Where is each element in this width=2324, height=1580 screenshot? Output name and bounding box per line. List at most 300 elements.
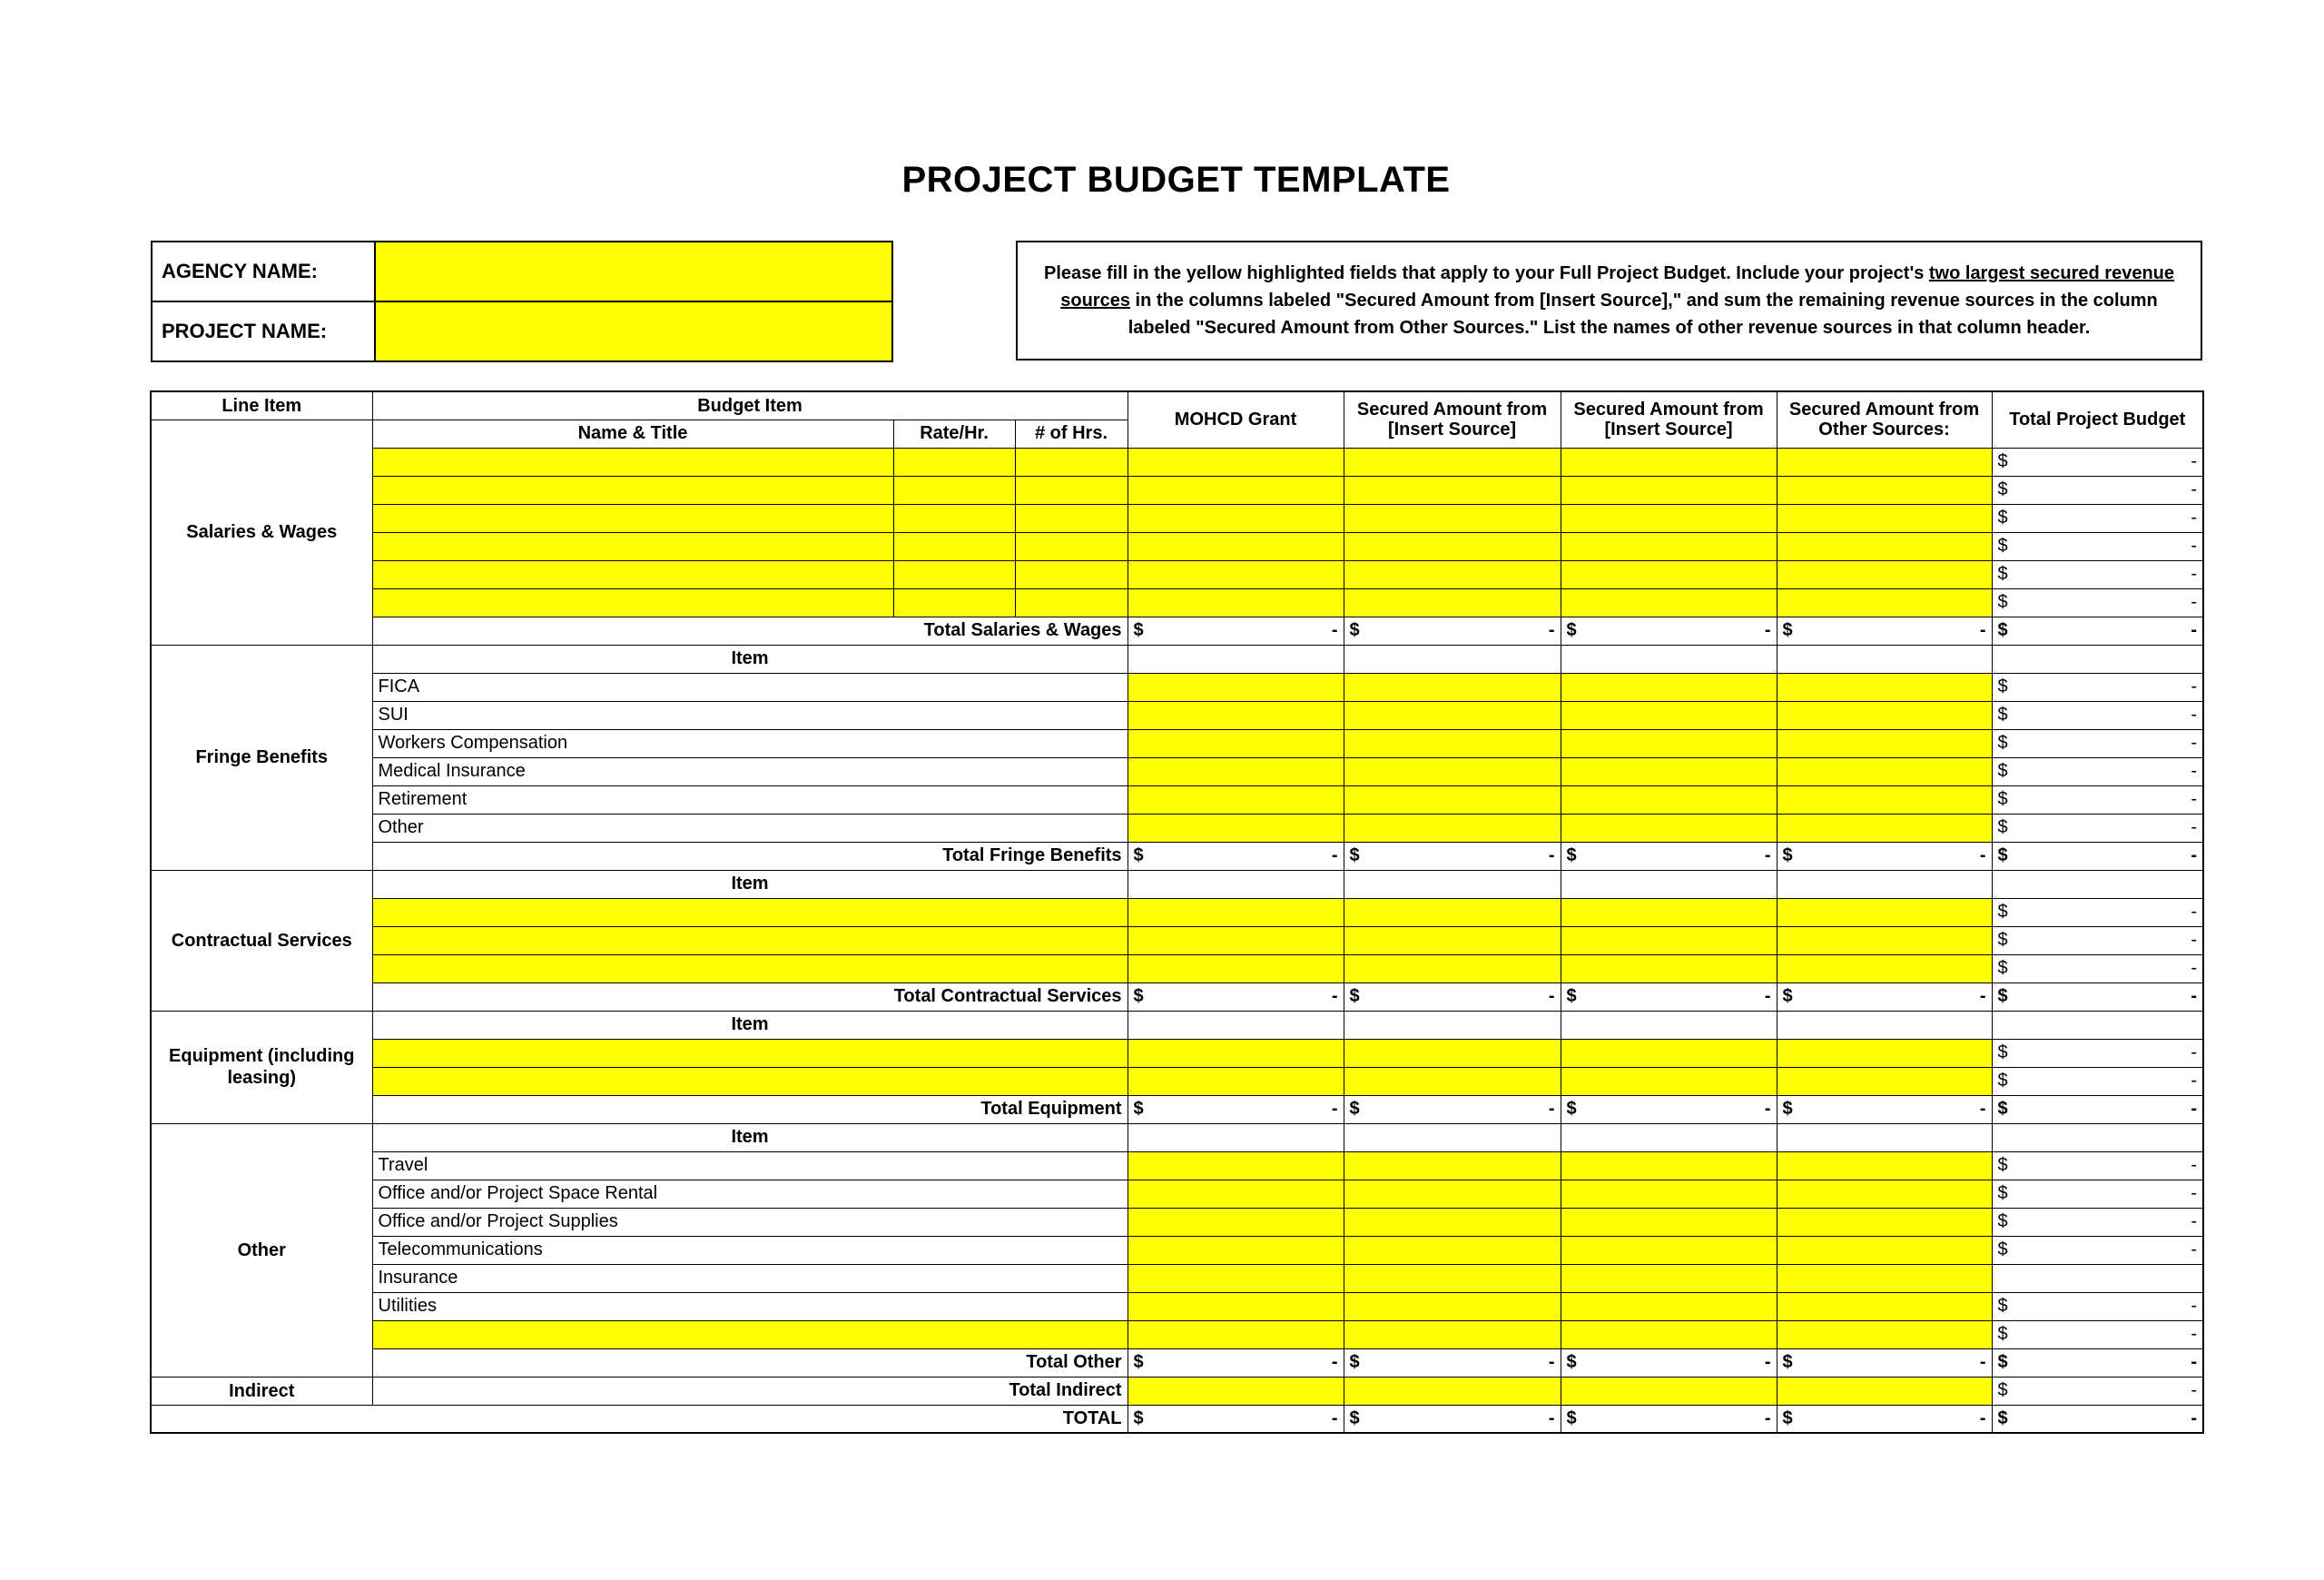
secured-amount-2-input[interactable] [1561,560,1777,588]
amount-value: - [2191,1407,2198,1428]
total-project-budget-value [1992,1180,2203,1208]
amount-value: - [1548,1099,1555,1119]
secured-amount-1-input[interactable] [1344,1264,1561,1292]
salaries-row [151,560,2203,588]
currency-symbol: $ [1997,1296,2008,1316]
secured-amount-1-input[interactable] [1344,729,1561,757]
secured-amount-2-input[interactable] [1561,588,1777,617]
amount [1998,789,2198,810]
secured-amount-1-input[interactable] [1344,1039,1561,1067]
secured-amount-2-input[interactable] [1561,532,1777,560]
amount-value: - [2191,1183,2198,1203]
amount [1783,1099,1986,1120]
secured-amount-2-input[interactable] [1561,785,1777,814]
item-row [151,898,2203,926]
amount-value: - [1764,1407,1771,1428]
total-project-budget-value [1992,757,2203,785]
amount-value: - [2191,1071,2198,1091]
rate-input[interactable] [893,448,1015,476]
secured-amount-1-total [1344,1095,1561,1123]
amount-value: - [2191,789,2198,809]
col-header-num-hrs: # of Hrs. [1015,420,1128,448]
other-sources-input[interactable] [1777,1180,1992,1208]
amount-value: - [1331,1407,1338,1428]
other-sources-input[interactable] [1777,504,1992,532]
total-project-budget-total [1992,1348,2203,1377]
currency-symbol: $ [1566,1407,1577,1428]
amount-value: - [1764,1099,1771,1119]
currency-symbol: $ [1782,1099,1793,1119]
secured-amount-2-input[interactable] [1561,1320,1777,1348]
mohcd-grant-input[interactable] [1128,560,1344,588]
secured-amount-2-blank [1561,870,1777,898]
other-sources-input[interactable] [1777,1377,1992,1405]
other-sources-input[interactable] [1777,1236,1992,1264]
secured-amount-2-input[interactable] [1561,504,1777,532]
secured-amount-1-input[interactable] [1344,476,1561,504]
item-label[interactable] [372,926,1128,954]
mohcd-grant-blank [1128,645,1344,673]
currency-symbol: $ [1349,1099,1360,1119]
item-row [151,1208,2203,1236]
amount-value: - [1548,620,1555,640]
total-project-budget-total [1992,983,2203,1011]
secured-amount-2-input[interactable] [1561,448,1777,476]
secured-amount-2-input[interactable] [1561,1039,1777,1067]
amount [1998,592,2198,613]
mohcd-grant-total [1128,842,1344,870]
item-label: Retirement [372,785,1128,814]
mohcd-grant-total [1128,1348,1344,1377]
total-project-budget-value [1992,673,2203,701]
total-row-label: Total Salaries & Wages [372,617,1128,645]
amount-value: - [2191,733,2198,753]
currency-symbol: $ [1997,451,2008,471]
name-title-input[interactable] [372,448,893,476]
other-sources-input[interactable] [1777,560,1992,588]
other-sources-input[interactable] [1777,1264,1992,1292]
line-item-section-salaries: Salaries & Wages [151,420,372,645]
amount-value: - [2191,986,2198,1006]
total-project-budget-value [1992,1039,2203,1067]
total-project-budget-blank [1992,870,2203,898]
mohcd-grant-input[interactable] [1128,1292,1344,1320]
col-header-budget-item: Budget Item [372,391,1128,420]
amount [1567,845,1771,866]
mohcd-grant-input[interactable] [1128,588,1344,617]
amount [1998,1296,2198,1317]
total-project-budget-value [1992,504,2203,532]
other-sources-input[interactable] [1777,1067,1992,1095]
currency-symbol: $ [1997,761,2008,781]
mohcd-grant-blank [1128,1011,1344,1039]
secured-amount-2-input[interactable] [1561,1151,1777,1180]
rate-input[interactable] [893,504,1015,532]
grand-total-label: TOTAL [151,1405,1128,1433]
name-title-input[interactable] [372,476,893,504]
amount [1998,1099,2198,1120]
currency-symbol: $ [1997,676,2008,696]
secured-amount-2-input[interactable] [1561,673,1777,701]
amount [1998,508,2198,528]
other-sources-total [1777,617,1992,645]
item-label: Insurance [372,1264,1128,1292]
currency-symbol: $ [1997,930,2008,950]
indirect-row [151,1377,2203,1405]
secured-amount-2-input[interactable] [1561,1292,1777,1320]
currency-symbol: $ [1997,536,2008,556]
other-sources-input[interactable] [1777,701,1992,729]
item-row [151,1151,2203,1180]
line-item-section-indirect: Indirect [151,1377,372,1405]
item-label[interactable] [372,1067,1128,1095]
amount [1134,1352,1338,1373]
amount [1998,1324,2198,1345]
other-sources-input[interactable] [1777,1039,1992,1067]
mohcd-grant-input[interactable] [1128,785,1344,814]
currency-symbol: $ [1782,1352,1793,1372]
secured-amount-1-input[interactable] [1344,1151,1561,1180]
item-label: Travel [372,1151,1128,1180]
rate-input[interactable] [893,588,1015,617]
secured-amount-1-input[interactable] [1344,673,1561,701]
secured-amount-2-input[interactable] [1561,1236,1777,1264]
currency-symbol: $ [1566,986,1577,1006]
currency-symbol: $ [1997,1380,2008,1400]
currency-symbol: $ [1566,1352,1577,1372]
secured-amount-1-input[interactable] [1344,1377,1561,1405]
mohcd-grant-input[interactable] [1128,898,1344,926]
other-sources-input[interactable] [1777,673,1992,701]
secured-amount-2-input[interactable] [1561,814,1777,842]
amount [1998,1352,2198,1373]
mohcd-grant-input[interactable] [1128,757,1344,785]
item-row [151,701,2203,729]
hours-input[interactable] [1015,588,1128,617]
total-project-budget-value [1992,729,2203,757]
currency-symbol: $ [1133,620,1144,640]
amount [1998,845,2198,866]
amount [1350,620,1555,641]
item-label[interactable] [372,898,1128,926]
total-project-budget-value [1992,1236,2203,1264]
mohcd-grant-input[interactable] [1128,1264,1344,1292]
other-sources-input[interactable] [1777,954,1992,983]
amount-value: - [1979,986,1986,1006]
item-row [151,1236,2203,1264]
secured-amount-1-input[interactable] [1344,1292,1561,1320]
section-header-row [151,1011,2203,1039]
item-column-header: Item [372,1123,1128,1151]
hours-input[interactable] [1015,504,1128,532]
amount-value: - [2191,536,2198,556]
other-sources-blank [1777,1011,1992,1039]
total-project-budget-value [1992,701,2203,729]
instructions-underlined-phrase: two largest secured revenue sources [1060,263,2174,311]
rate-input[interactable] [893,476,1015,504]
section-header-row [151,870,2203,898]
amount [1350,1352,1555,1373]
secured-amount-2-input[interactable] [1561,476,1777,504]
secured-amount-1-input[interactable] [1344,1180,1561,1208]
other-sources-input[interactable] [1777,729,1992,757]
item-row [151,757,2203,785]
mohcd-grant-input[interactable] [1128,1236,1344,1264]
currency-symbol: $ [1997,1352,2008,1372]
name-title-input[interactable] [372,588,893,617]
secured-amount-1-blank [1344,645,1561,673]
currency-symbol: $ [1997,564,2008,584]
amount [1567,1099,1771,1120]
salaries-row [151,588,2203,617]
total-project-budget-value [1992,785,2203,814]
secured-amount-1-input[interactable] [1344,1208,1561,1236]
other-sources-input[interactable] [1777,814,1992,842]
item-row [151,926,2203,954]
other-sources-input[interactable] [1777,476,1992,504]
item-label[interactable] [372,1039,1128,1067]
amount [1998,1071,2198,1091]
mohcd-grant-input[interactable] [1128,1320,1344,1348]
mohcd-grant-input[interactable] [1128,673,1344,701]
secured-amount-2-grand-total [1561,1405,1777,1433]
amount [1998,930,2198,951]
secured-amount-2-input[interactable] [1561,954,1777,983]
secured-amount-1-input[interactable] [1344,926,1561,954]
name-title-input[interactable] [372,532,893,560]
instructions-box [1016,241,2202,360]
total-project-budget-value [1992,1067,2203,1095]
hours-input[interactable] [1015,448,1128,476]
currency-symbol: $ [1133,1352,1144,1372]
mohcd-grant-input[interactable] [1128,1208,1344,1236]
secured-amount-1-input[interactable] [1344,785,1561,814]
total-project-budget-total [1992,617,2203,645]
secured-amount-1-input[interactable] [1344,448,1561,476]
total-project-budget-blank [1992,1264,2203,1292]
section-total-row [151,1095,2203,1123]
currency-symbol: $ [1782,620,1793,640]
mohcd-grant-input[interactable] [1128,1377,1344,1405]
hours-input[interactable] [1015,560,1128,588]
amount [1998,1155,2198,1176]
currency-symbol: $ [1997,845,2008,865]
currency-symbol: $ [1997,733,2008,753]
currency-symbol: $ [1349,620,1360,640]
secured-amount-2-input[interactable] [1561,729,1777,757]
total-row-label: Total Equipment [372,1095,1128,1123]
rate-input[interactable] [893,532,1015,560]
total-project-budget-blank [1992,645,2203,673]
header-row-1 [151,391,2203,420]
other-sources-input[interactable] [1777,448,1992,476]
secured-amount-2-input[interactable] [1561,1208,1777,1236]
currency-symbol: $ [1566,845,1577,865]
secured-amount-1-input[interactable] [1344,954,1561,983]
rate-input[interactable] [893,560,1015,588]
hours-input[interactable] [1015,476,1128,504]
amount [1134,1408,1338,1429]
secured-amount-1-blank [1344,1011,1561,1039]
page-title: PROJECT BUDGET TEMPLATE [901,160,1451,200]
instructions-part-2: in the columns labeled "Secured Amount from [Insert Source]," and sum the remaining revenue sources in the column labeled "Secured Amount from Other Sources." List the names of other revenue sources in that column header. [1128,291,2158,338]
other-sources-input[interactable] [1777,1151,1992,1180]
amount-value: - [2191,958,2198,978]
hours-input[interactable] [1015,532,1128,560]
currency-symbol: $ [1782,986,1793,1006]
agency-form [151,241,893,362]
total-project-budget-total [1992,842,2203,870]
total-project-budget-value [1992,898,2203,926]
item-label[interactable] [372,1320,1128,1348]
secured-amount-1-input[interactable] [1344,814,1561,842]
currency-symbol: $ [1997,1071,2008,1091]
mohcd-grant-input[interactable] [1128,504,1344,532]
item-label: Telecommunications [372,1236,1128,1264]
item-label: SUI [372,701,1128,729]
secured-amount-1-total [1344,617,1561,645]
mohcd-grant-input[interactable] [1128,448,1344,476]
amount-value: - [1331,1099,1338,1119]
amount-value: - [2191,1239,2198,1259]
amount-value: - [2191,845,2198,865]
other-sources-input[interactable] [1777,1320,1992,1348]
mohcd-grant-input[interactable] [1128,814,1344,842]
other-sources-input[interactable] [1777,785,1992,814]
item-row [151,1292,2203,1320]
secured-amount-2-input[interactable] [1561,898,1777,926]
other-sources-input[interactable] [1777,757,1992,785]
item-column-header: Item [372,645,1128,673]
total-project-budget-value [1992,814,2203,842]
secured-amount-2-input[interactable] [1561,701,1777,729]
item-column-header: Item [372,870,1128,898]
total-row-label: Total Fringe Benefits [372,842,1128,870]
salaries-row [151,476,2203,504]
total-row-label: Total Other [372,1348,1128,1377]
secured-amount-1-input[interactable] [1344,757,1561,785]
project-name-field[interactable] [375,301,892,361]
amount-value: - [1979,1407,1986,1428]
amount-value: - [2191,1211,2198,1231]
secured-amount-2-input[interactable] [1561,1264,1777,1292]
secured-amount-2-input[interactable] [1561,757,1777,785]
currency-symbol: $ [1997,1324,2008,1344]
col-header-name-title: Name & Title [372,420,893,448]
total-project-budget-value [1992,560,2203,588]
amount-value: - [2191,508,2198,528]
amount-value: - [1548,845,1555,865]
secured-amount-2-input[interactable] [1561,1067,1777,1095]
amount-value: - [1331,1352,1338,1372]
secured-amount-1-input[interactable] [1344,1067,1561,1095]
other-sources-input[interactable] [1777,588,1992,617]
mohcd-grant-input[interactable] [1128,1151,1344,1180]
other-sources-input[interactable] [1777,1292,1992,1320]
item-row [151,729,2203,757]
amount [1998,479,2198,500]
mohcd-grant-input[interactable] [1128,926,1344,954]
name-title-input[interactable] [372,560,893,588]
total-project-budget-blank [1992,1011,2203,1039]
name-title-input[interactable] [372,504,893,532]
col-header-mohcd-grant: MOHCD Grant [1128,391,1344,448]
mohcd-grant-input[interactable] [1128,729,1344,757]
secured-amount-2-input[interactable] [1561,1377,1777,1405]
secured-amount-2-input[interactable] [1561,1180,1777,1208]
amount-value: - [1979,1352,1986,1372]
col-header-total-project-budget: Total Project Budget [1992,391,2203,448]
amount [1998,705,2198,726]
secured-amount-1-input[interactable] [1344,701,1561,729]
col-header-secured-amount-2: Secured Amount from [Insert Source] [1561,391,1777,448]
amount [1350,1408,1555,1429]
mohcd-grant-input[interactable] [1128,1067,1344,1095]
item-row [151,954,2203,983]
line-item-section: Contractual Services [151,870,372,1011]
project-name-label: PROJECT NAME: [152,301,375,361]
secured-amount-1-input[interactable] [1344,1320,1561,1348]
mohcd-grant-input[interactable] [1128,701,1344,729]
mohcd-grant-input[interactable] [1128,954,1344,983]
other-sources-input[interactable] [1777,532,1992,560]
secured-amount-1-input[interactable] [1344,588,1561,617]
other-sources-input[interactable] [1777,898,1992,926]
currency-symbol: $ [1997,620,2008,640]
currency-symbol: $ [1349,986,1360,1006]
secured-amount-1-input[interactable] [1344,532,1561,560]
other-sources-blank [1777,645,1992,673]
amount [1350,986,1555,1007]
currency-symbol: $ [1133,1407,1144,1428]
amount-value: - [1764,1352,1771,1372]
mohcd-grant-grand-total [1128,1405,1344,1433]
mohcd-grant-input[interactable] [1128,1039,1344,1067]
item-column-header: Item [372,1011,1128,1039]
secured-amount-1-input[interactable] [1344,1236,1561,1264]
secured-amount-2-input[interactable] [1561,926,1777,954]
secured-amount-1-input[interactable] [1344,504,1561,532]
other-sources-input[interactable] [1777,926,1992,954]
amount-value: - [1548,986,1555,1006]
grand-total-row [151,1405,2203,1433]
agency-name-field[interactable] [375,242,892,301]
amount [1998,620,2198,641]
amount-value: - [1979,1099,1986,1119]
amount-value: - [2191,1099,2198,1119]
total-project-budget-value [1992,1377,2203,1405]
item-label[interactable] [372,954,1128,983]
secured-amount-2-blank [1561,1123,1777,1151]
amount [1998,536,2198,557]
amount-value: - [1764,620,1771,640]
total-project-budget-value [1992,926,2203,954]
mohcd-grant-input[interactable] [1128,532,1344,560]
amount-value: - [2191,817,2198,837]
secured-amount-1-input[interactable] [1344,560,1561,588]
amount-value: - [2191,620,2198,640]
total-project-budget-value [1992,1151,2203,1180]
amount [1567,986,1771,1007]
amount-value: - [2191,930,2198,950]
mohcd-grant-input[interactable] [1128,1180,1344,1208]
mohcd-grant-input[interactable] [1128,476,1344,504]
secured-amount-2-blank [1561,1011,1777,1039]
other-sources-input[interactable] [1777,1208,1992,1236]
mohcd-grant-blank [1128,1123,1344,1151]
secured-amount-1-input[interactable] [1344,898,1561,926]
amount [1998,1042,2198,1063]
